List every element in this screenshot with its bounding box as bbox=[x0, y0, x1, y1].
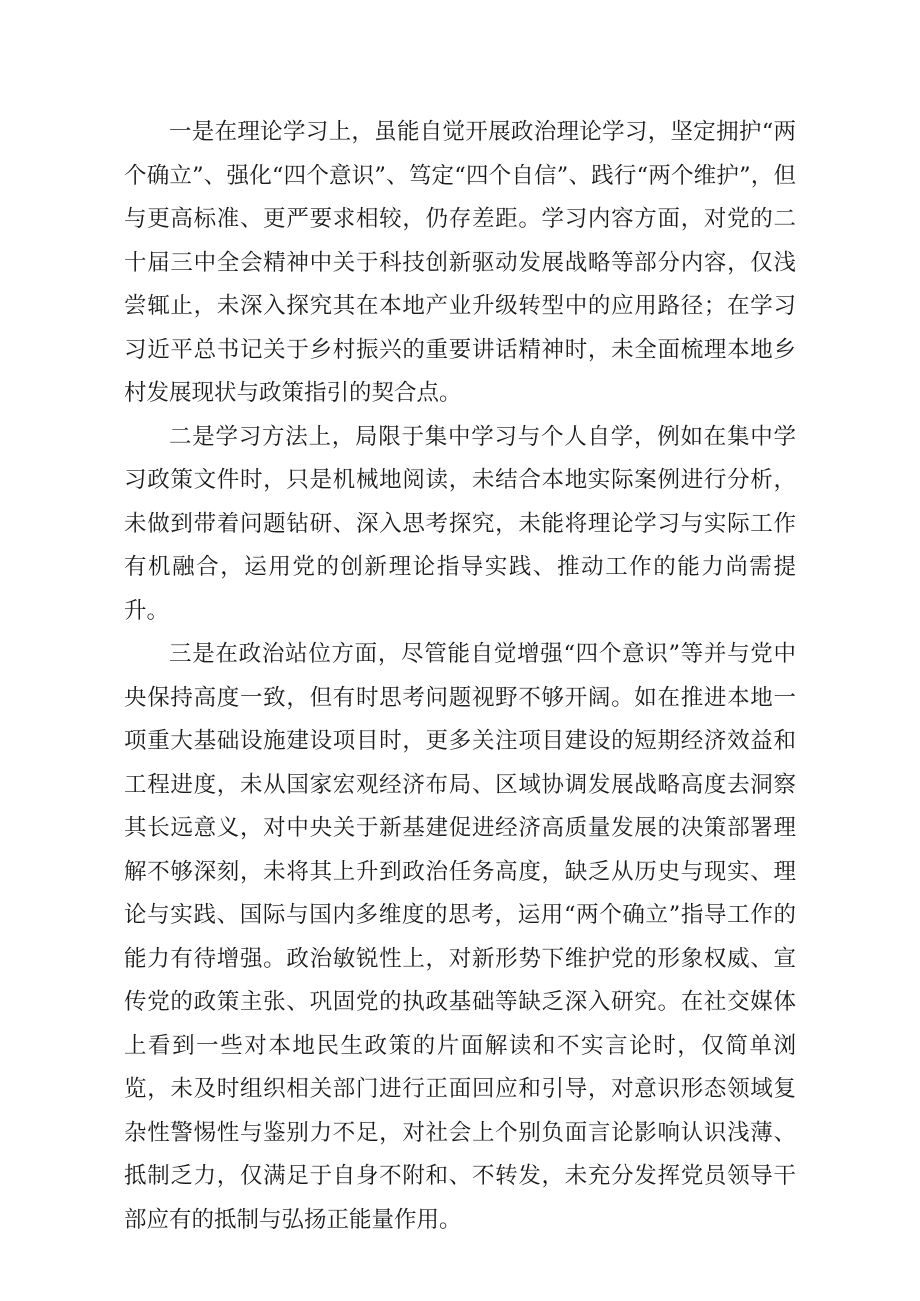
paragraph-study-method: 二是学习方法上，局限于集中学习与个人自学，例如在集中学习政策文件时，只是机械地阅读，未结合本地实际案例进行分析，未做到带着问题钻研、深入思考探究，未能将理论学习与实际工作有机融合，运用党的创新理论指导实践、推动工作的能力尚需提升。 bbox=[124, 423, 796, 624]
paragraph-political-stance: 三是在政治站位方面，尽管能自觉增强“四个意识”等并与党中央保持高度一致，但有时思考问题视野不够开阔。如在推进本地一项重大基础设施建设项目时，更多关注项目建设的短期经济效益和工程进度，未从国家宏观经济布局、区域协调发展战略高度去洞察其长远意义，对中央关于新基建促进经济高质量发展的决策部署理解不够深刻，未将其上升到政治任务高度，缺乏从历史与现实、理论与实践、国际与国内多维度的思考，运用“两个确立”指导工作的能力有待增强。政治敏锐性上，对新形势下维护党的形象权威、宣传党的政策主张、巩固党的执政基础等缺乏深入研究。在社交媒体上看到一些对本地民生政策的片面解读和不实言论时，仅简单浏览，未及时组织相关部门进行正面回应和引导，对意识形态领域复杂性警惕性与鉴别力不足，对社会上个别负面言论影响认识浅薄、抵制乏力，仅满足于自身不附和、不转发，未充分发挥党员领导干部应有的抵制与弘扬正能量作用。 bbox=[124, 641, 796, 1233]
paragraph-theory-study: 一是在理论学习上，虽能自觉开展政治理论学习，坚定拥护“两个确立”、强化“四个意识”、笃定“四个自信”、践行“两个维护”，但与更高标准、更严要求相较，仍存差距。学习内容方面，对党的二十届三中全会精神中关于科技创新驱动发展战略等部分内容，仅浅尝辄止，未深入探究其在本地产业升级转型中的应用路径；在学习习近平总书记关于乡村振兴的重要讲话精神时，未全面梳理本地乡村发展现状与政策指引的契合点。 bbox=[124, 119, 796, 406]
document-body bbox=[124, 111, 796, 1242]
